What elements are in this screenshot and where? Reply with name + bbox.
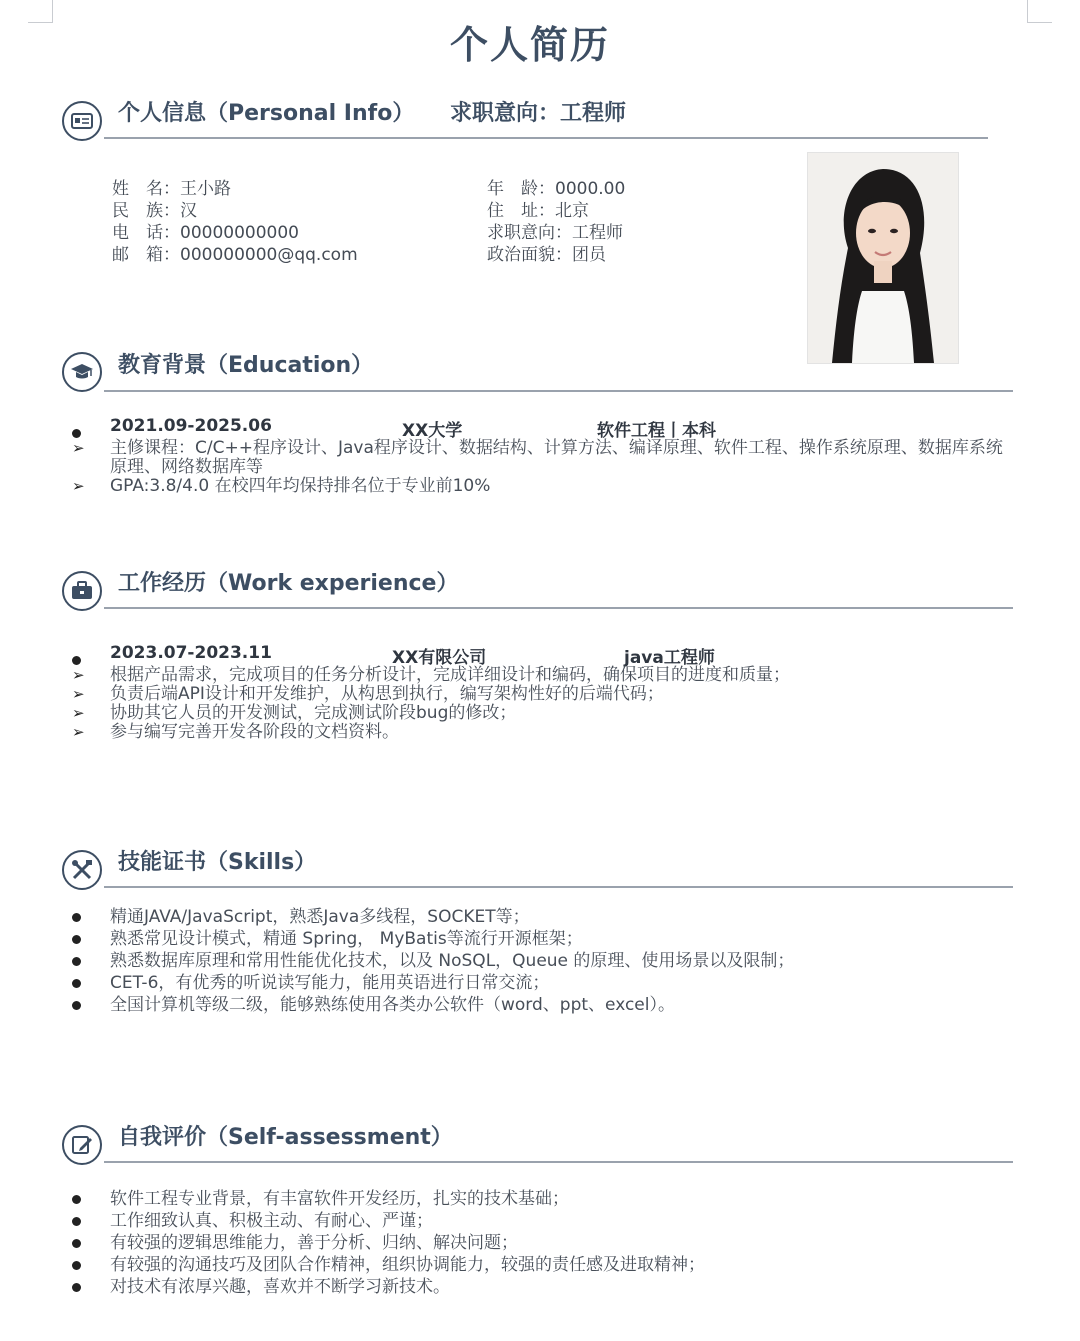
education-details bbox=[72, 439, 1012, 496]
info-age: 年 龄：0000.00 bbox=[487, 179, 626, 199]
bullet-dot bbox=[72, 979, 81, 988]
section-title-personal: 个人信息（Personal Info） bbox=[118, 101, 415, 126]
list-item: 有较强的沟通技巧及团队合作精神，组织协调能力，较强的责任感及进取精神； bbox=[72, 1254, 1012, 1276]
education-period: 2021.09-2025.06 bbox=[110, 416, 272, 436]
list-item: 软件工程专业背景，有丰富软件开发经历，扎实的技术基础； bbox=[72, 1188, 1012, 1210]
arrow-bullet-icon: ➢ bbox=[72, 666, 85, 684]
section-rule-self bbox=[104, 1161, 1013, 1163]
education-school: XX大学 bbox=[402, 421, 463, 441]
section-rule-education bbox=[104, 390, 1013, 392]
section-title-self: 自我评价（Self-assessment） bbox=[118, 1125, 453, 1150]
bullet-dot bbox=[72, 1239, 81, 1248]
bullet-dot bbox=[72, 957, 81, 966]
info-job-intent: 求职意向：工程师 bbox=[487, 223, 623, 243]
list-item: 有较强的逻辑思维能力，善于分析、归纳、解决问题； bbox=[72, 1232, 1012, 1254]
info-email: 邮 箱：000000000@qq.com bbox=[112, 245, 358, 265]
info-address: 住 址：北京 bbox=[487, 201, 589, 221]
bullet-dot bbox=[72, 1261, 81, 1270]
work-details bbox=[72, 666, 1012, 742]
list-item: 精通JAVA/JavaScript，熟悉Java多线程，SOCKET等； bbox=[72, 906, 1012, 928]
arrow-bullet-icon: ➢ bbox=[72, 723, 85, 741]
bullet-dot bbox=[72, 656, 81, 665]
graduation-cap-icon bbox=[62, 352, 102, 392]
section-rule-skills bbox=[104, 886, 1013, 888]
profile-photo bbox=[807, 152, 959, 364]
arrow-bullet-icon: ➢ bbox=[72, 477, 85, 495]
tools-icon bbox=[62, 850, 102, 890]
bullet-dot bbox=[72, 1217, 81, 1226]
section-title-education: 教育背景（Education） bbox=[118, 353, 374, 378]
list-item: ➢ 参与编写完善开发各阶段的文档资料。 bbox=[72, 722, 399, 742]
page-title: 个人简历 bbox=[449, 23, 610, 67]
bullet-dot bbox=[72, 1195, 81, 1204]
arrow-bullet-icon: ➢ bbox=[72, 685, 85, 703]
list-item: ➢ 主修课程：C/C++程序设计、Java程序设计、数据结构、计算方法、编译原理、软件工程、操作系统原理、数据库系统原理、网络数据库等 bbox=[72, 438, 1003, 477]
list-item: 对技术有浓厚兴趣，喜欢并不断学习新技术。 bbox=[72, 1276, 1012, 1298]
id-card-icon bbox=[62, 101, 102, 141]
section-rule-personal bbox=[104, 137, 988, 139]
briefcase-icon bbox=[62, 571, 102, 611]
info-phone: 电 话：00000000000 bbox=[112, 223, 299, 243]
list-item: 熟悉常见设计模式，精通 Spring， MyBatis等流行开源框架； bbox=[72, 928, 1012, 950]
section-rule-work bbox=[104, 607, 1013, 609]
list-item: 全国计算机等级二级，能够熟练使用各类办公软件（word、ppt、excel）。 bbox=[72, 994, 1012, 1016]
job-intent-heading: 求职意向：工程师 bbox=[450, 101, 627, 126]
education-major: 软件工程丨本科 bbox=[597, 421, 716, 441]
self-assessment-list bbox=[72, 1188, 1012, 1298]
arrow-bullet-icon: ➢ bbox=[72, 704, 85, 722]
section-title-work: 工作经历（Work experience） bbox=[118, 571, 459, 596]
arrow-bullet-icon: ➢ bbox=[72, 439, 85, 457]
bullet-dot bbox=[72, 429, 81, 438]
list-item: ➢ GPA:3.8/4.0 在校四年均保持排名位于专业前10% bbox=[72, 476, 491, 496]
list-item: ➢ 根据产品需求，完成项目的任务分析设计，完成详细设计和编码，确保项目的进度和质量； bbox=[72, 665, 790, 685]
skills-list bbox=[72, 906, 1012, 1016]
bullet-dot bbox=[72, 1283, 81, 1292]
list-item: CET-6，有优秀的听说读写能力，能用英语进行日常交流； bbox=[72, 972, 1012, 994]
info-name: 姓 名：王小路 bbox=[112, 179, 231, 199]
section-title-skills: 技能证书（Skills） bbox=[118, 850, 317, 875]
info-ethnicity: 民 族：汉 bbox=[112, 201, 197, 221]
list-item: 工作细致认真、积极主动、有耐心、严谨； bbox=[72, 1210, 1012, 1232]
info-political-status: 政治面貌：团员 bbox=[487, 245, 606, 265]
list-item: 熟悉数据库原理和常用性能优化技术，以及 NoSQL，Queue 的原理、使用场景以及限制； bbox=[72, 950, 1012, 972]
bullet-dot bbox=[72, 913, 81, 922]
edit-icon bbox=[62, 1125, 102, 1165]
work-company: XX有限公司 bbox=[392, 648, 487, 668]
list-item: ➢ 负责后端API设计和开发维护，从构思到执行，编写架构性好的后端代码； bbox=[72, 684, 664, 704]
bullet-dot bbox=[72, 1001, 81, 1010]
work-period: 2023.07-2023.11 bbox=[110, 643, 272, 663]
bullet-dot bbox=[72, 935, 81, 944]
list-item: ➢ 协助其它人员的开发测试，完成测试阶段bug的修改； bbox=[72, 703, 517, 723]
work-role: java工程师 bbox=[624, 648, 715, 668]
